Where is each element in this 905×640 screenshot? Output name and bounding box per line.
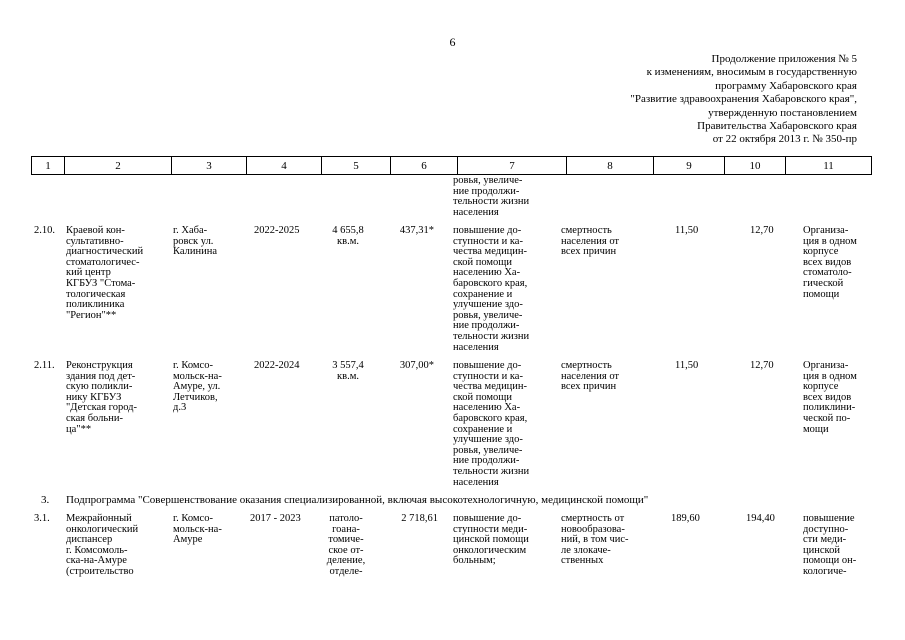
capacity-cell: 4 655,8 кв.м. [332, 225, 364, 247]
location-cell: г. Хаба- ровск ул. Калинина [173, 225, 217, 258]
goal-cell: повышение до- ступности и ка- чества медицин- ской помощи населению Ха- баровского края, сохранение и улучшение здо- ровья, увеличе- ние продолжи- тельности жизни населения [453, 360, 530, 488]
section-number: 3. [41, 494, 50, 506]
column-number: 9 [654, 157, 725, 175]
period-cell: 2022-2024 [254, 360, 300, 371]
appendix-header-line: Правительства Хабаровского края [697, 120, 857, 133]
row-number: 2.10. [34, 225, 55, 236]
appendix-header-line: "Развитие здравоохранения Хабаровского края", [630, 93, 857, 106]
period-cell: 2022-2025 [254, 225, 300, 236]
cost-cell: 2 718,61 [401, 513, 438, 524]
column-number: 5 [322, 157, 391, 175]
base-value-cell: 189,60 [671, 513, 700, 524]
object-name-cell: Краевой кон- сультативно- диагностический стоматологичес- кий центр КГБУЗ "Стома- тологическая поликлиника "Регион"** [66, 225, 144, 321]
goal-cell: повышение до- ступности меди- цинской помощи онкологическим больным; [453, 513, 529, 567]
indicator-cell: смертность населения от всех причин [561, 225, 620, 258]
target-value-cell: 12,70 [750, 360, 774, 371]
base-value-cell: 11,50 [675, 360, 699, 371]
goal-cell: повышение до- ступности и ка- чества медицин- ской помощи населению Ха- баровского края, сохранение и улучшение здо- ровья, увеличе- ние продолжи- тельности жизни населения [453, 225, 530, 353]
column-number: 10 [725, 157, 786, 175]
row-number: 2.11. [34, 360, 55, 371]
appendix-header-line: Продолжение приложения № 5 [711, 53, 857, 65]
appendix-header-line: к изменениям, вносимым в государственную [646, 66, 857, 79]
column-number: 3 [172, 157, 247, 175]
object-name-cell: Межрайонный онкологический диспансер г. Комсомоль- ска-на-Амуре (строительство [66, 513, 139, 577]
capacity-cell: патоло- гоана- томиче- ское от- деление, отделе- [326, 513, 366, 577]
indicator-cell: смертность от новообразова- ний, в том чис- ле злокаче- ственных [561, 513, 629, 567]
location-cell: г. Комсо- мольск-на- Амуре [173, 513, 222, 546]
result-cell: Организа- ция в одном корпусе всех видов стоматоло- гической помощи [803, 225, 857, 300]
capacity-cell: 3 557,4 кв.м. [332, 360, 364, 382]
appendix-header-line: программу Хабаровского края [715, 79, 857, 92]
column-number: 2 [65, 157, 172, 175]
column-number: 6 [391, 157, 458, 175]
appendix-header-line: утвержденную постановлением [708, 106, 857, 119]
continued-goal-cell: ровья, увеличе- ние продолжи- тельности жизни населения [453, 175, 530, 218]
result-cell: повышение доступно- сти меди- цинской помощи он- кологиче- [803, 513, 857, 577]
section-title: Подпрограмма "Совершенствование оказания специализированной, включая высокотехнологичную, медицинской помощи" [66, 494, 649, 506]
target-value-cell: 194,40 [746, 513, 775, 524]
table-column-numbers [31, 156, 872, 175]
cost-cell: 307,00* [399, 360, 434, 371]
cost-cell: 437,31* [399, 225, 434, 236]
target-value-cell: 12,70 [750, 225, 774, 236]
column-number: 4 [247, 157, 322, 175]
location-cell: г. Комсо- мольск-на- Амуре, ул. Летчиков, д.3 [173, 360, 222, 414]
column-number: 11 [786, 157, 872, 175]
page-number: 6 [449, 35, 456, 49]
appendix-header [630, 53, 857, 147]
column-number: 7 [458, 157, 567, 175]
period-cell: 2017 - 2023 [250, 513, 301, 524]
indicator-cell: смертность населения от всех причин [561, 360, 620, 393]
column-number: 1 [32, 157, 65, 175]
column-number: 8 [567, 157, 654, 175]
object-name-cell: Реконструкция здания под дет- скую поликли- нику КГБУЗ "Детская город- ская больни- ца"** [66, 360, 138, 435]
row-number: 3.1. [34, 513, 50, 524]
appendix-header-line: от 22 октября 2013 г. № 350-пр [712, 133, 857, 146]
base-value-cell: 11,50 [675, 225, 699, 236]
result-cell: Организа- ция в одном корпусе всех видов поликлини- ческой по- мощи [803, 360, 857, 435]
